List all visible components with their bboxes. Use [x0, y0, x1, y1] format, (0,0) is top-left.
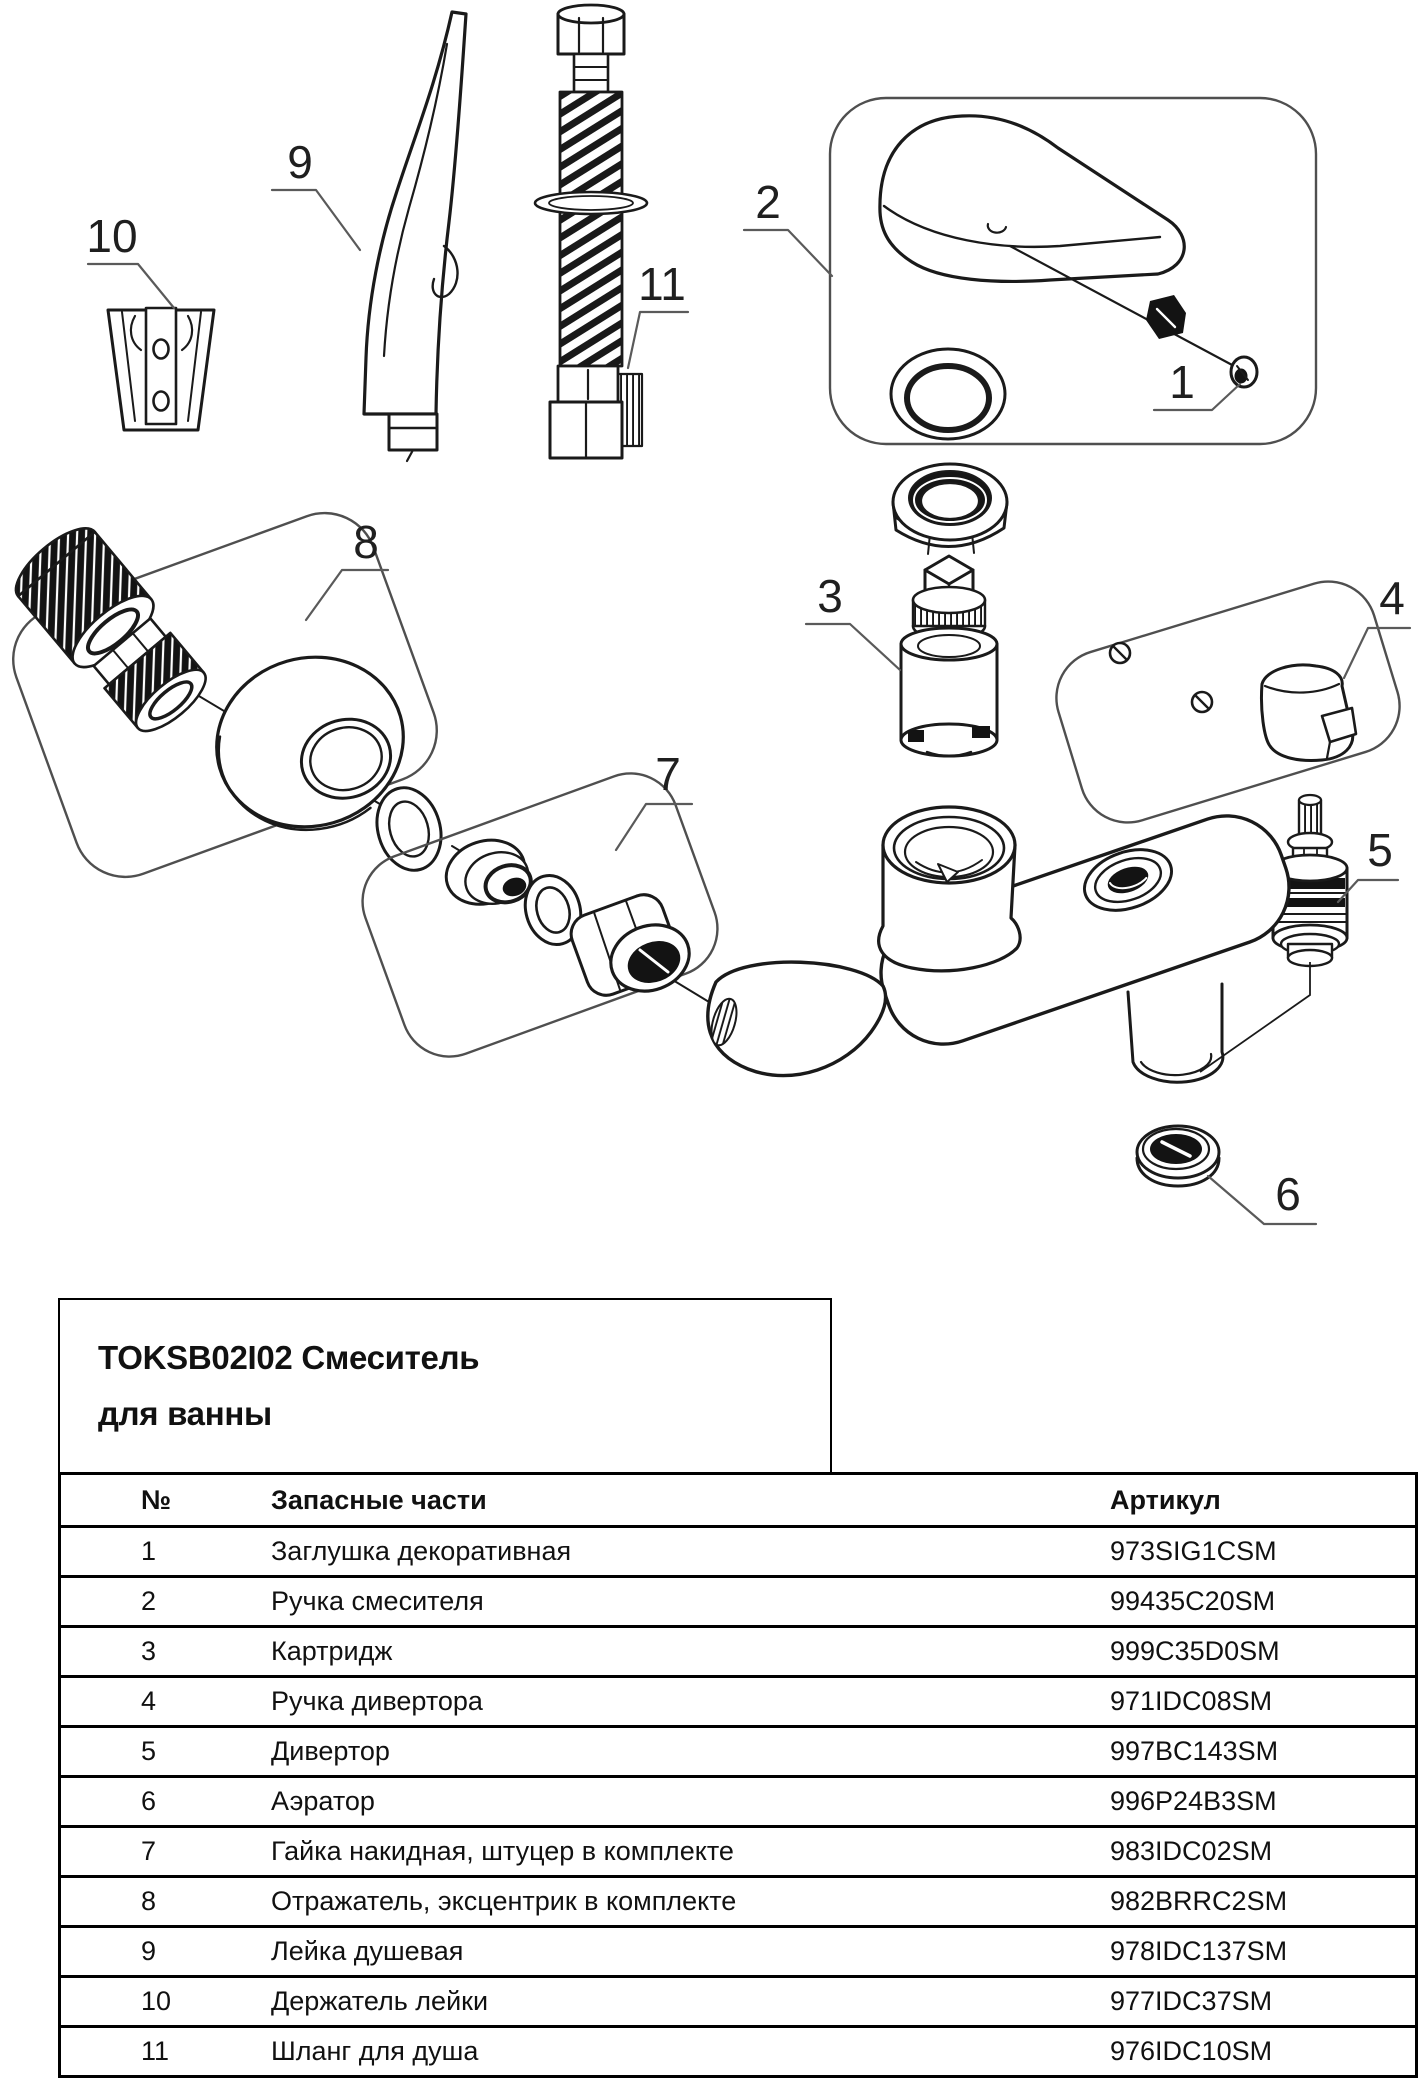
parts-table [58, 1472, 1418, 2078]
part-name-cell: Ручка смесителя [271, 1586, 484, 1616]
callout-1: 1 [1169, 356, 1195, 408]
header-number: № [141, 1484, 172, 1515]
group-frame-4 [1044, 570, 1411, 835]
article-cell: 976IDC10SM [1110, 2036, 1273, 2066]
part-name-cell: Заглушка декоративная [271, 1536, 572, 1566]
part-3-cartridge [901, 556, 997, 756]
article-cell: 982BRRC2SM [1110, 1886, 1288, 1916]
shower-outlet [1128, 984, 1223, 1082]
part-name-cell: Отражатель, эксцентрик в комплекте [271, 1886, 737, 1916]
article-cell: 978IDC137SM [1110, 1936, 1288, 1966]
row-number-cell: 8 [141, 1886, 157, 1916]
table-row [61, 1875, 1415, 1925]
row-number-cell: 6 [141, 1786, 157, 1816]
callout-11: 11 [638, 258, 686, 310]
part-2-handle-group [830, 98, 1316, 444]
article-cell: 983IDC02SM [1110, 1836, 1273, 1866]
part-name-cell: Ручка дивертора [271, 1686, 483, 1716]
row-number-cell: 2 [141, 1586, 157, 1616]
header-article: Артикул [1110, 1484, 1221, 1515]
article-cell: 99435C20SM [1110, 1586, 1276, 1616]
leader-9 [272, 190, 360, 250]
table-row [61, 1825, 1415, 1875]
row-number-cell: 7 [141, 1836, 157, 1866]
title-block [58, 1298, 832, 1472]
leader-10 [88, 264, 174, 308]
leader-4 [1344, 628, 1410, 678]
callout-3: 3 [817, 570, 843, 622]
article-cell: 973SIG1CSM [1110, 1536, 1277, 1566]
part-6-aerator [1137, 1126, 1219, 1186]
callout-2: 2 [755, 176, 781, 228]
row-number-cell: 4 [141, 1686, 157, 1716]
table-row [61, 1525, 1415, 1575]
article-cell: 996P24B3SM [1110, 1786, 1277, 1816]
callout-8: 8 [353, 516, 379, 568]
part-name-cell: Аэратор [271, 1786, 375, 1816]
table-row [61, 1625, 1415, 1675]
row-number-cell: 10 [141, 1986, 172, 2016]
part-name-cell: Картридж [271, 1636, 393, 1666]
part-name-cell: Дивертор [271, 1736, 390, 1766]
article-cell: 971IDC08SM [1110, 1686, 1273, 1716]
row-number-cell: 1 [141, 1536, 157, 1566]
table-row [61, 1725, 1415, 1775]
table-header-row [61, 1475, 1415, 1525]
part-4-diverter-handle-group [1044, 570, 1411, 835]
callout-7: 7 [655, 748, 681, 800]
table-row [61, 1975, 1415, 2025]
leader-2 [744, 230, 832, 276]
part-11-shower-hose [535, 5, 647, 458]
eccentric-connector [5, 517, 220, 746]
row-number-cell: 9 [141, 1936, 157, 1966]
callout-9: 9 [287, 136, 313, 188]
table-row [61, 2025, 1415, 2075]
header-name: Запасные части [271, 1484, 487, 1515]
part-9-shower-handset [364, 12, 466, 461]
article-cell: 977IDC37SM [1110, 1986, 1273, 2016]
callout-5: 5 [1367, 824, 1393, 876]
table-row [61, 1575, 1415, 1625]
leader-3 [806, 624, 900, 670]
part-10-handset-holder [108, 308, 214, 430]
table-row [61, 1925, 1415, 1975]
article-cell: 997BC143SM [1110, 1736, 1279, 1766]
article-cell: 999C35D0SM [1110, 1636, 1280, 1666]
faucet-body [707, 800, 1305, 1082]
leader-8 [306, 570, 388, 620]
table-row [61, 1675, 1415, 1725]
part-name-cell: Держатель лейки [271, 1986, 489, 2016]
product-title: TOKSB02I02 Смеситель [98, 1339, 480, 1376]
product-subtitle: для ванны [98, 1395, 272, 1432]
part-name-cell: Гайка накидная, штуцер в комплекте [271, 1836, 734, 1866]
leader-7 [616, 804, 692, 850]
cartridge-nut [893, 464, 1007, 554]
row-number-cell: 3 [141, 1636, 157, 1666]
table-row [61, 1775, 1415, 1825]
callout-4: 4 [1379, 572, 1405, 624]
leader-1 [1154, 384, 1240, 410]
hose-fitting [438, 830, 536, 919]
part-name-cell: Шланг для душа [271, 2036, 479, 2066]
leader-11 [628, 312, 688, 368]
callout-10: 10 [86, 210, 138, 262]
callout-6: 6 [1275, 1168, 1301, 1220]
row-number-cell: 11 [141, 2036, 170, 2066]
part-name-cell: Лейка душевая [271, 1936, 464, 1966]
row-number-cell: 5 [141, 1736, 157, 1766]
